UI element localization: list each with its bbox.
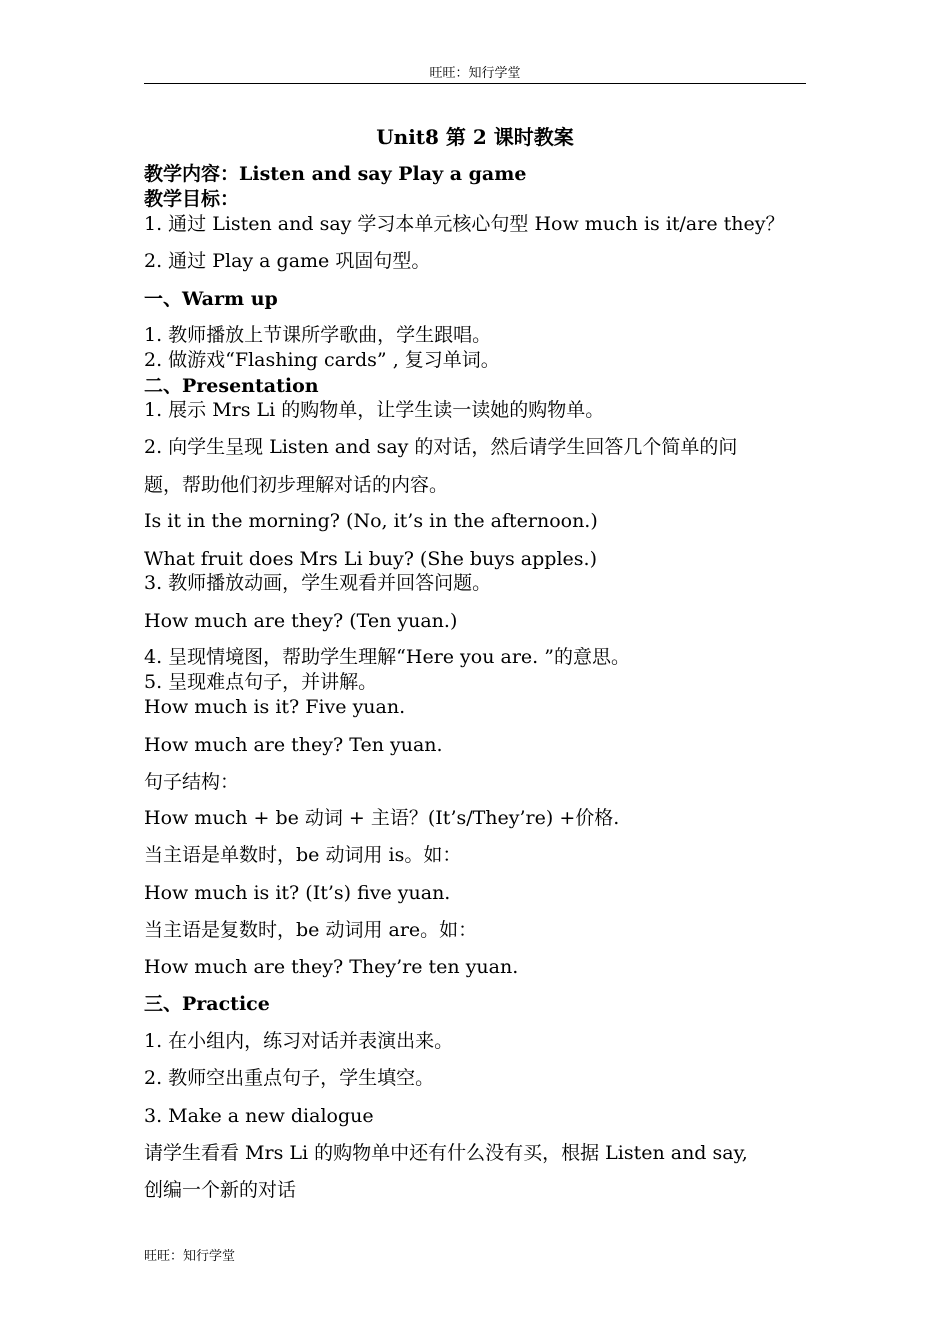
text-line: 当主语是复数时，be 动词用 are。如： xyxy=(144,919,478,941)
page-footer: 旺旺：知行学堂 xyxy=(144,1249,236,1264)
section-heading-presentation: 二、Presentation xyxy=(144,375,319,397)
text-line: 1. 展示 Mrs Li 的购物单，让学生读一读她的购物单。 xyxy=(144,399,605,421)
text-line: How much + be 动词 + 主语？(It’s/They’re) +价格. xyxy=(144,807,620,829)
header-rule xyxy=(144,83,806,84)
text-line: 2. 做游戏“Flashing cards” , 复习单词。 xyxy=(144,349,500,371)
goal-line: 1. 通过 Listen and say 学习本单元核心句型 How much is it/are they？ xyxy=(144,213,785,235)
text-line: 创编一个新的对话 xyxy=(144,1179,297,1201)
text-line: 请学生看看 Mrs Li 的购物单中还有什么没有买，根据 Listen and say, xyxy=(144,1142,748,1164)
document-title: Unit8 第 2 课时教案 xyxy=(376,125,574,149)
goal-line: 2. 通过 Play a game 巩固句型。 xyxy=(144,250,431,272)
text-line: 5. 呈现难点句子，并讲解。 xyxy=(144,671,378,693)
text-line: 2. 向学生呈现 Listen and say 的对话，然后请学生回答几个简单的问 xyxy=(144,436,738,458)
text-line: What fruit does Mrs Li buy? (She buys apples.) xyxy=(144,548,597,570)
text-line: 当主语是单数时，be 动词用 is。如： xyxy=(144,844,462,866)
teaching-goals-heading: 教学目标： xyxy=(144,188,240,210)
text-line: 题，帮助他们初步理解对话的内容。 xyxy=(144,474,449,496)
text-line: 4. 呈现情境图，帮助学生理解“Here you are. ”的意思。 xyxy=(144,646,630,668)
text-line: 句子结构： xyxy=(144,771,240,793)
text-line: How much is it? Five yuan. xyxy=(144,696,406,718)
section-heading-warm-up: 一、Warm up xyxy=(144,288,278,310)
text-line: 1. 在小组内，练习对话并表演出来。 xyxy=(144,1030,454,1052)
text-line: Is it in the morning? (No, it’s in the afternoon.) xyxy=(144,510,598,532)
text-line: 2. 教师空出重点句子，学生填空。 xyxy=(144,1067,435,1089)
text-line: How much are they? (Ten yuan.) xyxy=(144,610,458,632)
teaching-content-line: 教学内容：Listen and say Play a game xyxy=(144,163,527,185)
text-line: 3. Make a new dialogue xyxy=(144,1105,374,1127)
text-line: 3. 教师播放动画，学生观看并回答问题。 xyxy=(144,572,492,594)
text-line: How much is it? (It’s) five yuan. xyxy=(144,882,451,904)
text-line: 1. 教师播放上节课所学歌曲，学生跟唱。 xyxy=(144,324,492,346)
page-header: 旺旺：知行学堂 xyxy=(429,66,521,81)
section-heading-practice: 三、Practice xyxy=(144,993,270,1015)
text-line: How much are they? Ten yuan. xyxy=(144,734,443,756)
text-line: How much are they? They’re ten yuan. xyxy=(144,956,519,978)
